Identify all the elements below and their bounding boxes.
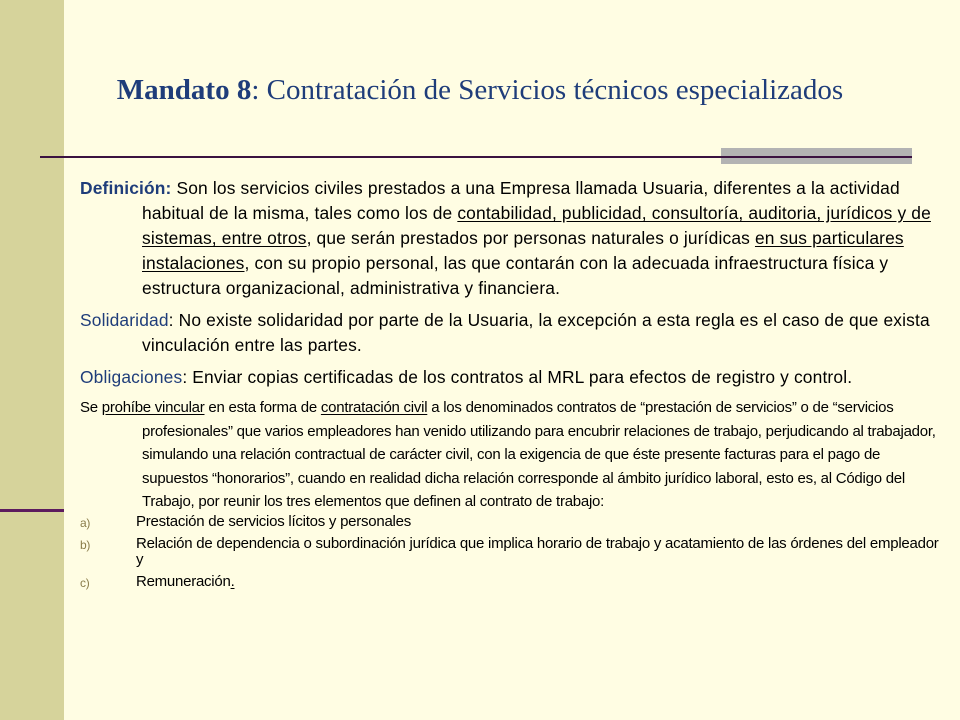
title-rest: : Contratación de Servicios técnicos especializados bbox=[251, 74, 844, 106]
prohibicion-text: Se bbox=[80, 399, 102, 416]
divider-accent-block-lower bbox=[721, 158, 912, 164]
prohibicion-text-3: a los denominados contratos de “prestación de servicios” o de “servicios profesionales” que varios empleadores han venido utilizando para encubrir relaciones de trabajo, perjudicando al trabajador, simulando una relación contractual de carácter civil, con la exigencia de que éste presente facturas para el pago de supuestos “honorarios”, cuando en realidad dicha relación corresponde al ámbito jurídico laboral, esto es, al Código del Trabajo, por reunir los tres elementos que definen al contrato de trabajo: bbox=[142, 399, 936, 510]
prohibicion-verb: prohíbe vincular bbox=[101, 399, 205, 416]
list-item bbox=[80, 574, 940, 590]
list-item-text: Relación de dependencia o subordinación jurídica que implica horario de trabajo y acatamiento de las órdenes del empleador y bbox=[136, 534, 939, 568]
list-item-text: Prestación de servicios lícitos y personales bbox=[136, 512, 411, 530]
slide-body bbox=[80, 176, 940, 596]
definicion-text-3: , con su propio personal, las que contarán con la adecuada infraestructura física y estructura organizacional, administrativa y financiera. bbox=[142, 253, 889, 298]
obligaciones-label: Obligaciones bbox=[80, 367, 183, 387]
solidaridad-text: : No existe solidaridad por parte de la Usuaria, la excepción a esta regla es el caso de que exista vinculación entre las partes. bbox=[142, 310, 930, 355]
solidaridad-paragraph bbox=[80, 308, 940, 358]
sidebar-accent-line bbox=[0, 509, 64, 512]
list-marker: a) bbox=[80, 515, 91, 530]
list-item-text: Remuneración bbox=[136, 572, 231, 590]
list-marker: c) bbox=[80, 575, 90, 590]
definicion-label: Definición: bbox=[80, 178, 172, 198]
obligaciones-paragraph bbox=[80, 365, 940, 390]
title-lead: Mandato 8 bbox=[116, 74, 252, 106]
definicion-location: en sus particulares instalaciones bbox=[142, 228, 904, 273]
definicion-text-2: , que serán prestados por personas naturales o jurídicas bbox=[306, 228, 755, 248]
obligaciones-text: : Enviar copias certificadas de los contratos al MRL para efectos de registro y control. bbox=[182, 367, 853, 387]
definicion-paragraph bbox=[80, 176, 940, 301]
prohibicion-text-2: en esta forma de bbox=[204, 399, 321, 416]
list-item bbox=[80, 514, 940, 530]
list-marker: b) bbox=[80, 537, 91, 552]
prohibicion-contract-type: contratación civil bbox=[320, 399, 428, 416]
definicion-text: Son los servicios civiles prestados a una Empresa llamada Usuaria, diferentes a la actividad habitual de la misma, tales como los de bbox=[142, 178, 900, 223]
divider-accent-block bbox=[721, 148, 912, 156]
slide-title bbox=[40, 72, 920, 108]
definicion-examples: contabilidad, publicidad, consultoría, auditoria, jurídicos y de sistemas, entre otros bbox=[142, 203, 931, 248]
solidaridad-label: Solidaridad bbox=[80, 310, 169, 330]
prohibicion-paragraph bbox=[80, 396, 940, 514]
elements-list bbox=[80, 514, 940, 590]
sidebar-band bbox=[0, 0, 64, 720]
list-item-tail: . bbox=[230, 572, 235, 590]
list-item bbox=[80, 536, 940, 568]
